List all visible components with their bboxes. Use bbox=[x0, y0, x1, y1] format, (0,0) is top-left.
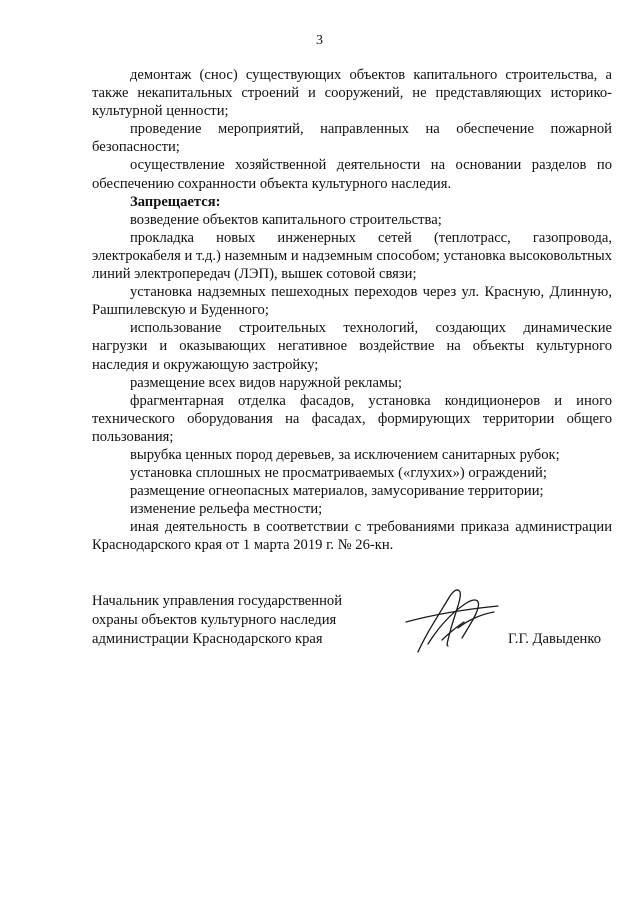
position-line: администрации Краснодарского края bbox=[92, 631, 323, 647]
prohibited-item: размещение огнеопасных материалов, замусоривание территории; bbox=[130, 483, 544, 500]
prohibited-item: возведение объектов капитального строительства; bbox=[130, 211, 442, 228]
paragraph: проведение мероприятий, направленных на обеспечение пожарной безопасности; bbox=[92, 121, 612, 156]
position-line: Начальник управления государственной bbox=[92, 593, 343, 609]
paragraph: демонтаж (снос) существующих объектов капитального строительства, а также некапитальных строений и сооружений, не представляющих историко-культурной ценности; bbox=[92, 67, 612, 120]
prohibited-item: прокладка новых инженерных сетей (теплотрасс, газопровода, электрокабеля и т.д.) наземным и надземным способом; установка высоковольтных линий электропередач (ЛЭП), вышек сотовой связи; bbox=[92, 229, 612, 283]
prohibited-item: иная деятельность в соответствии с требованиями приказа администрации Краснодарского края от 1 марта 2019 г. № 26-кн. bbox=[92, 519, 612, 554]
page-number: 3 bbox=[316, 33, 323, 48]
prohibited-heading: Запрещается: bbox=[130, 193, 221, 210]
prohibited-item: вырубка ценных пород деревьев, за исключением санитарных рубок; bbox=[130, 446, 560, 463]
prohibited-item: установка надземных пешеходных переходов через ул. Красную, Длинную, Рашпилевскую и Буденного; bbox=[92, 284, 612, 319]
position-line: охраны объектов культурного наследия bbox=[92, 612, 337, 628]
paragraph: осуществление хозяйственной деятельности на основании разделов по обеспечению сохранности объекта культурного наследия. bbox=[92, 157, 612, 192]
signatory-position bbox=[92, 592, 392, 649]
prohibited-item: изменение рельефа местности; bbox=[130, 501, 323, 518]
signatory-name: Г.Г. Давыденко bbox=[508, 631, 602, 647]
prohibited-item: фрагментарная отделка фасадов, установка кондиционеров и иного технического оборудования на фасадах, формирующих территории общего пользования; bbox=[92, 392, 612, 445]
document-body bbox=[92, 66, 612, 555]
prohibited-item: установка сплошных не просматриваемых («глухих») ограждений; bbox=[130, 465, 547, 482]
handwritten-signature bbox=[398, 582, 508, 658]
prohibited-item: использование строительных технологий, создающих динамические нагрузки и оказывающих негативное воздействие на объекты культурного наследия и окружающую застройку; bbox=[92, 320, 612, 373]
prohibited-item: размещение всех видов наружной рекламы; bbox=[130, 374, 403, 391]
